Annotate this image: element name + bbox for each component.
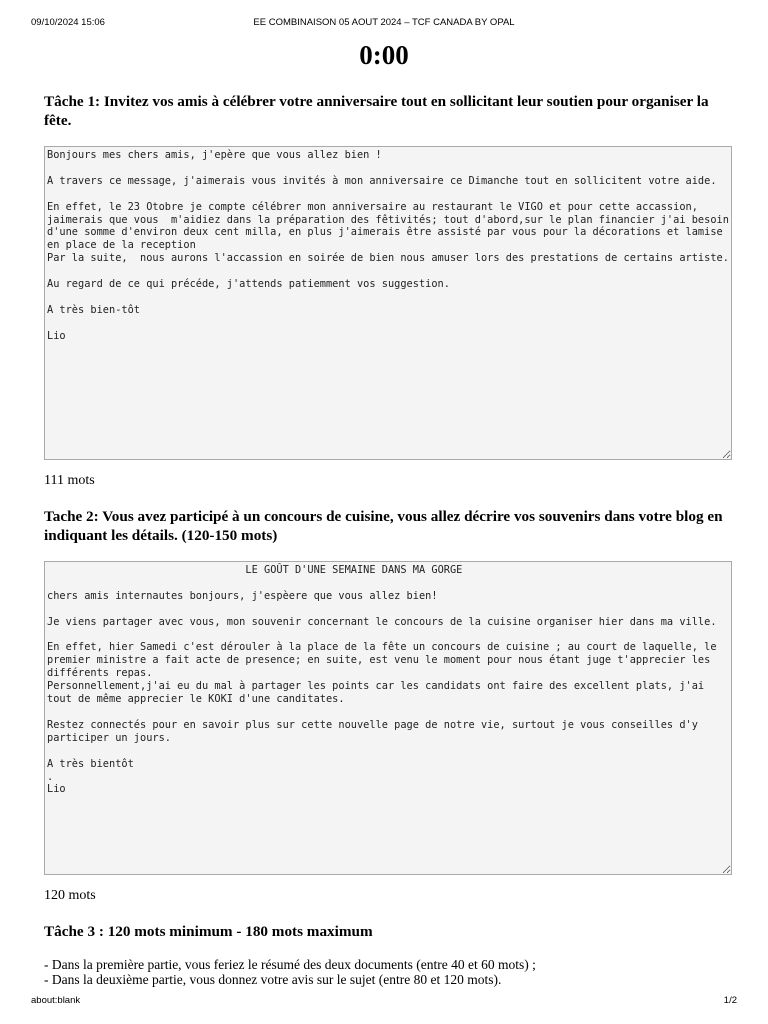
task1-word-count: 111 mots bbox=[44, 473, 95, 488]
timer-display: 0:00 bbox=[359, 40, 409, 70]
print-datetime: 09/10/2024 15:06 bbox=[31, 17, 105, 28]
print-document-title: EE COMBINAISON 05 AOUT 2024 – TCF CANADA BY OPAL bbox=[253, 17, 515, 28]
task3-instruction-1: - Dans la première partie, vous feriez le résumé des deux documents (entre 40 et 60 mots) ; bbox=[44, 957, 536, 972]
task3-instruction-2: - Dans la deuxième partie, vous donnez votre avis sur le sujet (entre 80 et 120 mots). bbox=[44, 972, 502, 987]
task1-answer-textarea[interactable] bbox=[44, 146, 732, 460]
task2-title: Tache 2: Vous avez participé à un concours de cuisine, vous allez décrire vos souvenirs dans votre blog en indiquant les détails. (120-150 mots) bbox=[44, 508, 723, 544]
page-number: 1/2 bbox=[723, 995, 737, 1006]
print-header bbox=[31, 17, 737, 31]
task3-title: Tâche 3 : 120 mots minimum - 180 mots maximum bbox=[44, 923, 373, 940]
task1-title: Tâche 1: Invitez vos amis à célébrer votre anniversaire tout en sollicitant leur soutien pour organiser la fête. bbox=[44, 93, 709, 129]
task2-word-count: 120 mots bbox=[44, 888, 96, 903]
print-footer bbox=[31, 995, 737, 1009]
print-url: about:blank bbox=[31, 995, 81, 1006]
task2-answer-textarea[interactable] bbox=[44, 561, 732, 875]
